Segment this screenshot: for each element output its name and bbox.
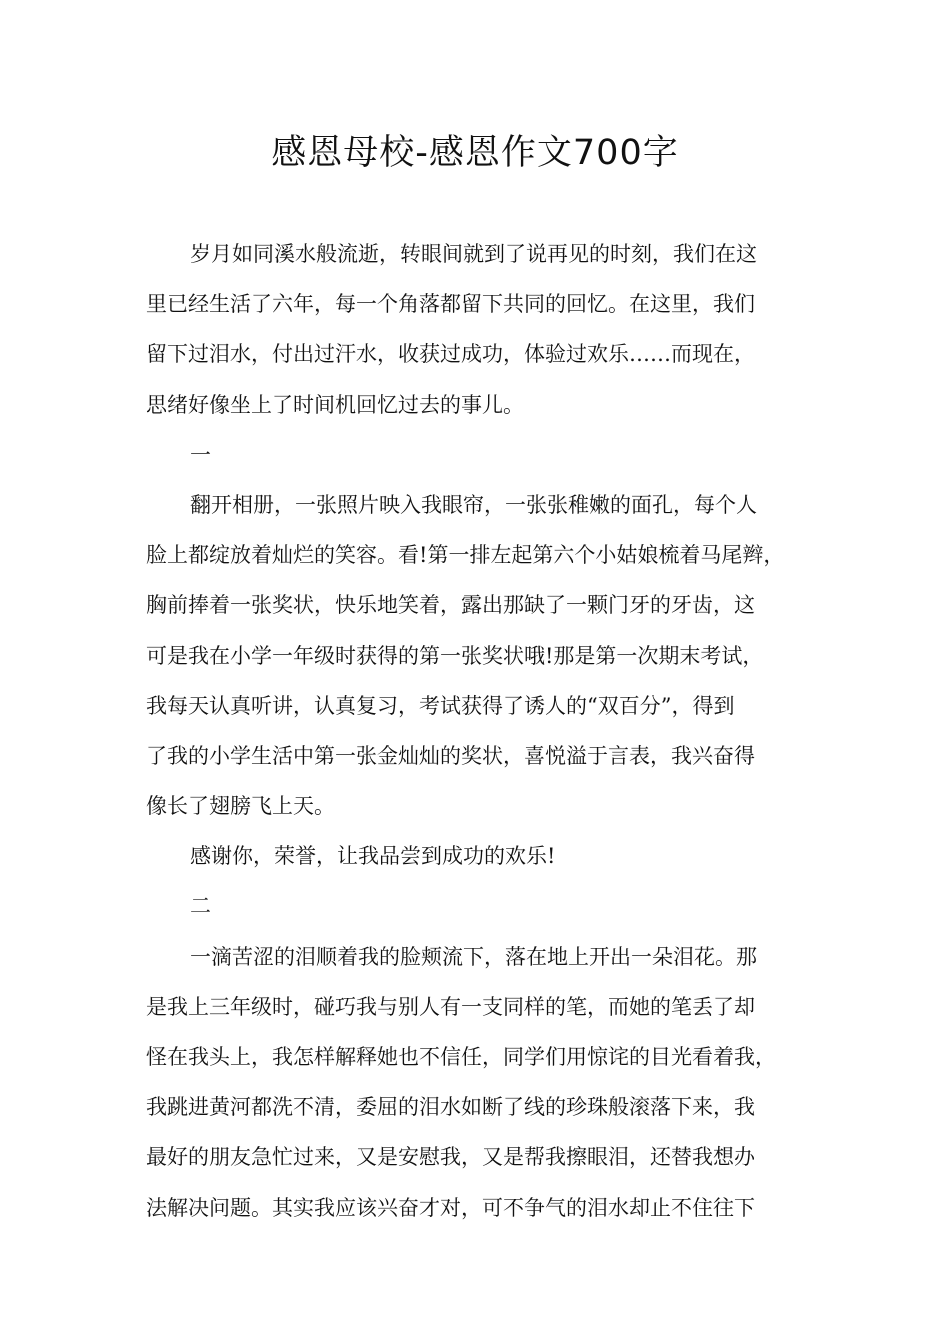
text-line: 我每天认真听讲，认真复习，考试获得了诱人的“双百分”，得到: [146, 693, 735, 718]
document-body: [146, 229, 822, 1233]
text-line: 一: [190, 442, 211, 467]
text-line: 像长了翅膀飞上天。: [146, 794, 335, 819]
text-line: 里已经生活了六年，每一个角落都留下共同的回忆。在这里，我们: [146, 292, 755, 317]
text-line: 二: [190, 894, 211, 919]
text-line: 是我上三年级时，碰巧我与别人有一支同样的笔，而她的笔丢了却: [146, 994, 755, 1019]
text-line: 怪在我头上，我怎样解释她也不信任，同学们用惊诧的目光看着我，: [146, 1045, 776, 1069]
text-line: 可是我在小学一年级时获得的第一张奖状哦!那是第一次期末考试，: [146, 643, 764, 668]
text-line: 一滴苦涩的泪顺着我的脸颊流下，落在地上开出一朵泪花。那: [190, 944, 757, 969]
text-line: 最好的朋友急忙过来，又是安慰我，又是帮我擦眼泪，还替我想办: [146, 1145, 755, 1170]
text-line: 脸上都绽放着灿烂的笑容。看!第一排左起第六个小姑娘梳着马尾辫，: [146, 543, 785, 568]
text-line: 感谢你，荣誉，让我品尝到成功的欢乐!: [190, 844, 556, 869]
text-line: 思绪好像坐上了时间机回忆过去的事儿。: [146, 392, 524, 417]
text-line: 法解决问题。其实我应该兴奋才对，可不争气的泪水却止不住往下: [146, 1195, 755, 1220]
text-line: 我跳进黄河都洗不清，委屈的泪水如断了线的珍珠般滚落下来，我: [146, 1095, 755, 1120]
document-title: 感恩母校-感恩作文700字: [271, 133, 679, 173]
text-line: 胸前捧着一张奖状，快乐地笑着，露出那缺了一颗门牙的牙齿，这: [146, 593, 755, 618]
text-line: 留下过泪水，付出过汗水，收获过成功，体验过欢乐……而现在，: [146, 342, 755, 367]
text-line: 了我的小学生活中第一张金灿灿的奖状，喜悦溢于言表，我兴奋得: [146, 743, 755, 768]
text-line: 翻开相册，一张照片映入我眼帘，一张张稚嫩的面孔，每个人: [190, 492, 757, 517]
text-line: 岁月如同溪水般流逝，转眼间就到了说再见的时刻，我们在这: [190, 242, 757, 266]
